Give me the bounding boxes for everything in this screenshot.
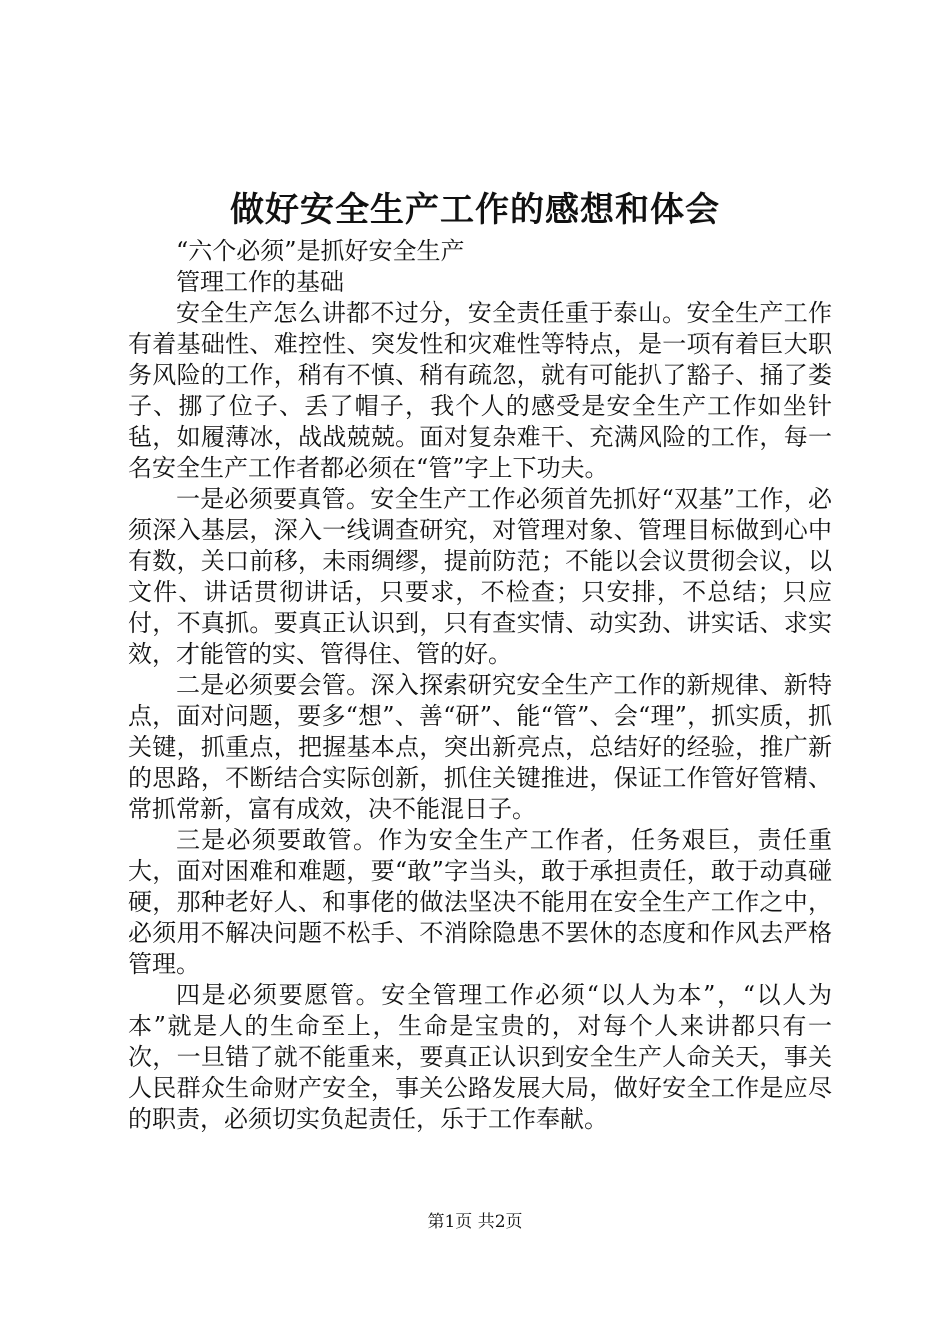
page-footer: 第1页 共2页 [427, 1212, 523, 1232]
paragraph-point-1: 一是必须要真管。安全生产工作必须首先抓好“双基”工作，必须深入基层，深入一线调查研究，对管理对象、管理目标做到心中有数，关口前移，未雨绸缪，提前防范；不能以会议贯彻会议，以文件、讲话贯彻讲话，只要求，不检查；只安排，不总结；只应付，不真抓。要真正认识到，只有查实情、动实劲、讲实话、求实效，才能管的实、管得住、管的好。 [128, 485, 832, 668]
subtitle-line-2: 管理工作的基础 [176, 268, 344, 296]
document-body [128, 236, 832, 1135]
paragraph-point-3: 三是必须要敢管。作为安全生产工作者，任务艰巨，责任重大，面对困难和难题，要“敢”字当头，敢于承担责任，敢于动真碰硬，那种老好人、和事佬的做法坚决不能用在安全生产工作之中，必须用不解决问题不松手、不消除隐患不罢休的态度和作风去严格管理。 [128, 826, 832, 978]
document-title: 做好安全生产工作的感想和体会 [230, 190, 720, 230]
subtitle-line-1: “六个必须”是抓好安全生产 [176, 237, 465, 265]
paragraph-intro: 安全生产怎么讲都不过分，安全责任重于泰山。安全生产工作有着基础性、难控性、突发性和灾难性等特点，是一项有着巨大职务风险的工作，稍有不慎、稍有疏忽，就有可能扒了豁子、捅了娄子、挪了位子、丢了帽子，我个人的感受是安全生产工作如坐针毡，如履薄冰，战战兢兢。面对复杂难干、充满风险的工作，每一名安全生产工作者都必须在“管”字上下功夫。 [128, 299, 832, 482]
paragraph-point-2: 二是必须要会管。深入探索研究安全生产工作的新规律、新特点，面对问题，要多“想”、善“研”、能“管”、会“理”，抓实质，抓关键，抓重点，把握基本点，突出新亮点，总结好的经验，推广新的思路，不断结合实际创新，抓住关键推进，保证工作管好管精、常抓常新，富有成效，决不能混日子。 [128, 671, 832, 823]
paragraph-point-4: 四是必须要愿管。安全管理工作必须“以人为本”，“以人为本”就是人的生命至上，生命是宝贵的，对每个人来讲都只有一次，一旦错了就不能重来，要真正认识到安全生产人命关天，事关人民群众生命财产安全，事关公路发展大局，做好安全工作是应尽的职责，必须切实负起责任，乐于工作奉献。 [128, 981, 832, 1133]
